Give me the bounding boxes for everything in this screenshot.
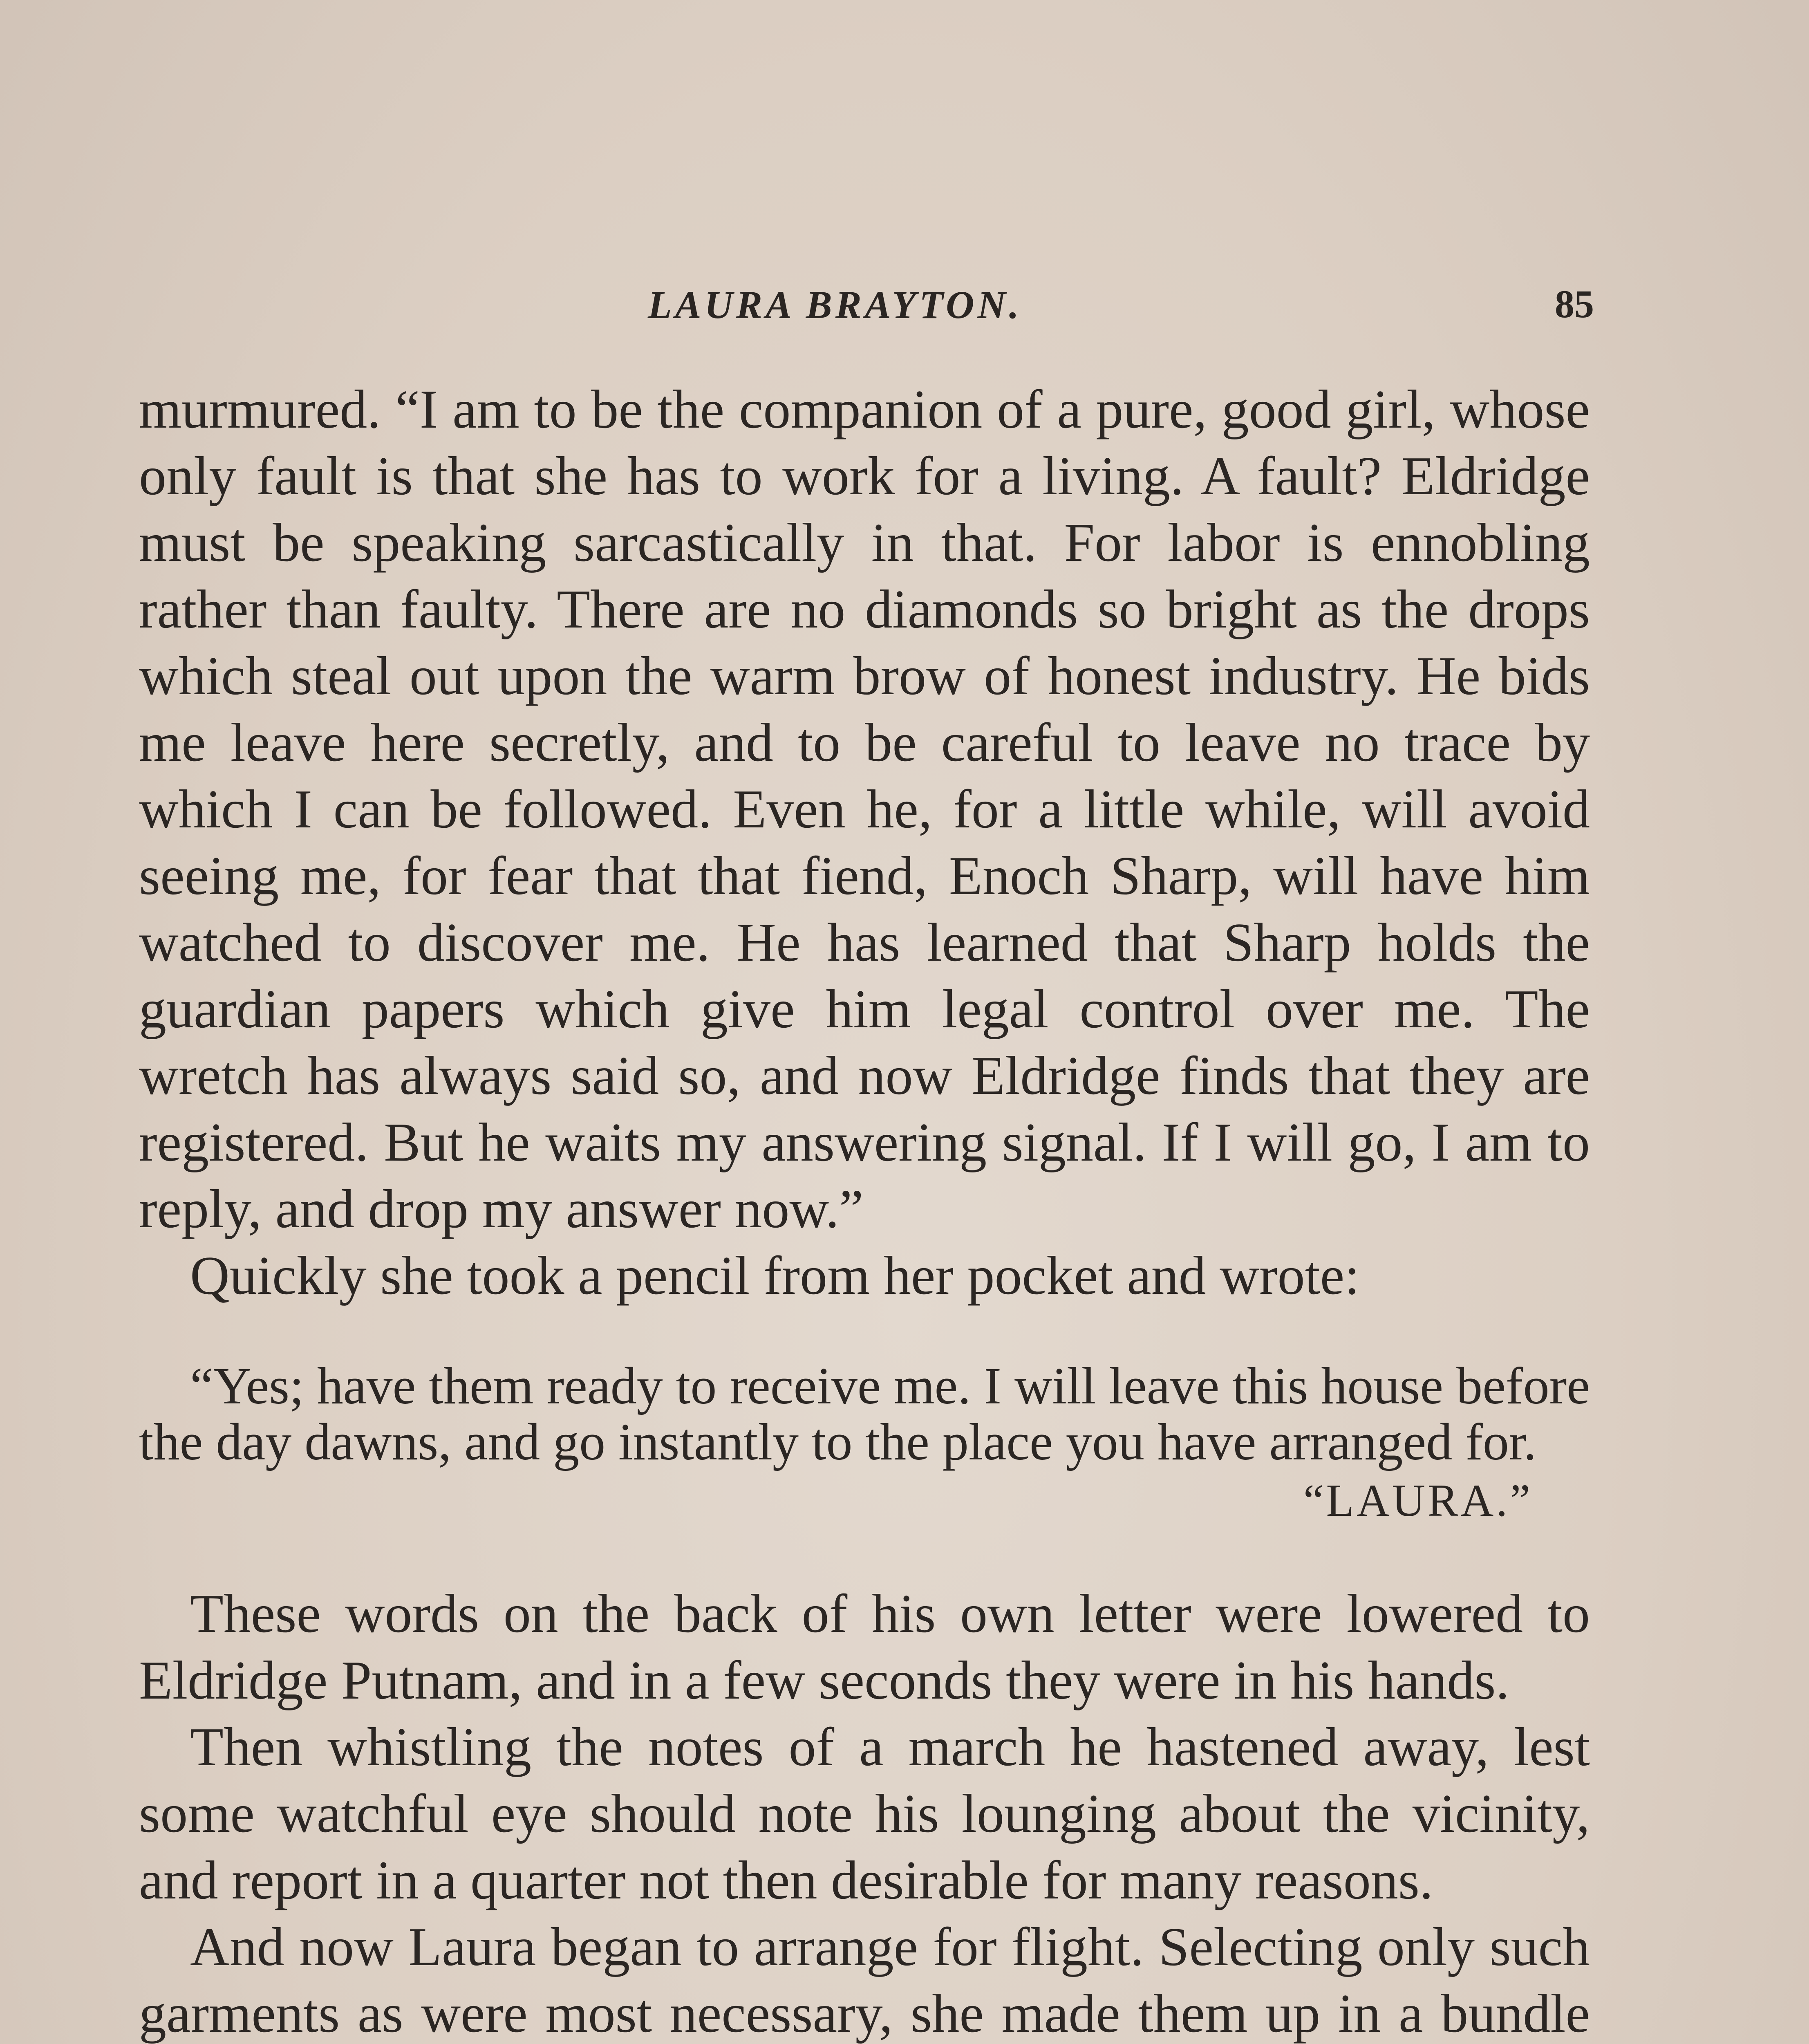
running-title: LAURA BRAYTON.	[648, 283, 1022, 327]
page-number: 85	[1555, 282, 1594, 326]
paragraph: Then whistling the notes of a march he hastened away, lest some watchful eye should note his lounging about the vicinity, and report in a quarter not then desirable for many reasons.	[139, 1717, 1590, 1910]
paragraph: Quickly she took a pencil from her pocket and wrote:	[190, 1245, 1360, 1306]
body-text	[139, 376, 1590, 2044]
paragraph: And now Laura began to arrange for flight. Selecting only such garments as were most necessary, she made them up in a bundle	[139, 1916, 1590, 2044]
letter-signature: “LAURA.”	[1303, 1475, 1533, 1526]
spacer	[139, 1309, 1590, 1358]
paragraph: murmured. “I am to be the companion of a pure, good girl, whose only fault is that she has to work for a living. A fault? Eldridge must be speaking sarcastically in that. For labor is ennobling rather than faulty. There are no diamonds so bright as the drops which steal out upon the warm brow of honest industry. He bids me leave here secretly, and to be careful to leave no trace by which I can be followed. Even he, for a little while, will avoid seeing me, for fear that that fiend, Enoch Sharp, will have him watched to discover me. He has learned that Sharp holds the guardian papers which give him legal control over me. The wretch has always said so, and now Eldridge finds that they are registered. But he waits my answering signal. If I will go, I am to reply, and drop my answer now.”	[139, 379, 1590, 1239]
running-head	[143, 282, 1594, 339]
paragraph: These words on the back of his own letter were lowered to Eldridge Putnam, and in a few seconds they were in his hands.	[139, 1583, 1590, 1710]
spacer	[139, 1531, 1590, 1580]
letter-text: “Yes; have them ready to receive me. I will leave this house before the day dawns, and go instantly to the place you have arranged for.	[139, 1357, 1590, 1471]
